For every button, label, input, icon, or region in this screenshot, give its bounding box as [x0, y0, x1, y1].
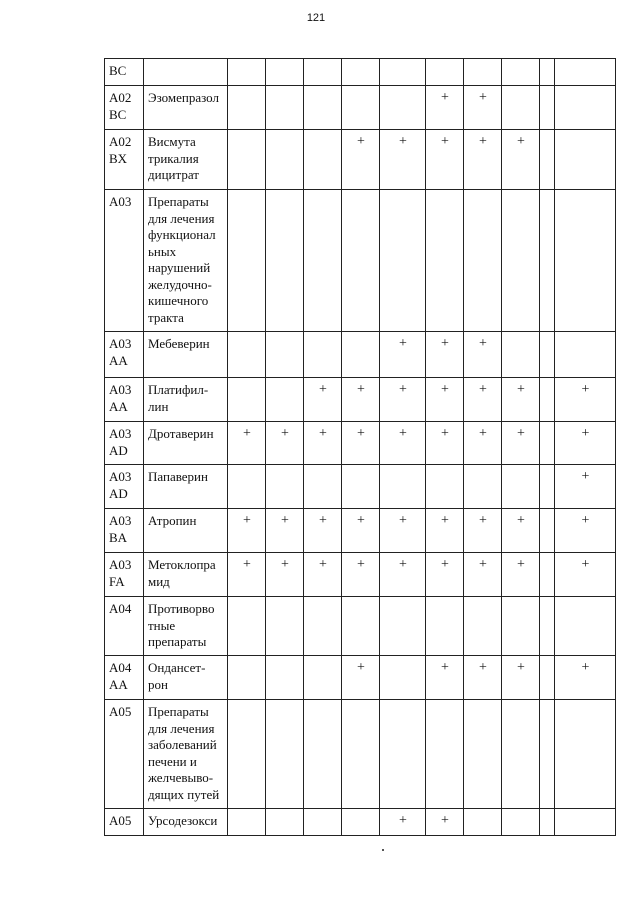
- mark-cell: +: [228, 422, 266, 465]
- mark-cell: [342, 465, 380, 509]
- mark-cell: [502, 700, 540, 809]
- table-row: [105, 130, 616, 190]
- mark-cell: [380, 656, 426, 700]
- mark-cell: [228, 130, 266, 190]
- drug-name-cell: Ондансет- рон: [144, 656, 228, 700]
- mark-cell: +: [380, 422, 426, 465]
- mark-cell: [464, 59, 502, 86]
- mark-cell: +: [555, 465, 616, 509]
- mark-cell: [464, 700, 502, 809]
- mark-cell: [502, 597, 540, 656]
- mark-cell: [266, 378, 304, 422]
- atc-code-cell: A05: [105, 809, 144, 836]
- mark-cell: +: [342, 130, 380, 190]
- mark-cell: +: [464, 378, 502, 422]
- mark-cell: [380, 700, 426, 809]
- mark-cell: [266, 597, 304, 656]
- mark-cell: +: [426, 130, 464, 190]
- mark-cell: +: [426, 422, 464, 465]
- mark-cell: [555, 130, 616, 190]
- mark-cell: [540, 656, 555, 700]
- mark-cell: [380, 190, 426, 332]
- mark-cell: [304, 332, 342, 378]
- mark-cell: [228, 59, 266, 86]
- table-row: [105, 378, 616, 422]
- mark-cell: +: [304, 509, 342, 553]
- mark-cell: [426, 190, 464, 332]
- mark-cell: [555, 59, 616, 86]
- drug-table: [104, 58, 616, 836]
- mark-cell: [266, 130, 304, 190]
- mark-cell: +: [464, 86, 502, 130]
- mark-cell: [304, 809, 342, 836]
- mark-cell: +: [502, 130, 540, 190]
- atc-code-cell: A02 BC: [105, 86, 144, 130]
- mark-cell: +: [502, 422, 540, 465]
- mark-cell: [228, 190, 266, 332]
- atc-code-cell: A03: [105, 190, 144, 332]
- mark-cell: [228, 378, 266, 422]
- drug-name-cell: Урсодезокси: [144, 809, 228, 836]
- mark-cell: +: [555, 656, 616, 700]
- mark-cell: [342, 597, 380, 656]
- drug-name-cell: Платифил- лин: [144, 378, 228, 422]
- mark-cell: [342, 700, 380, 809]
- mark-cell: [540, 59, 555, 86]
- atc-code-cell: A04 AA: [105, 656, 144, 700]
- mark-cell: +: [342, 509, 380, 553]
- mark-cell: [555, 809, 616, 836]
- mark-cell: +: [555, 509, 616, 553]
- mark-cell: +: [464, 332, 502, 378]
- mark-cell: [228, 809, 266, 836]
- mark-cell: [540, 553, 555, 597]
- table-row: [105, 700, 616, 809]
- mark-cell: [342, 59, 380, 86]
- table-row: [105, 86, 616, 130]
- scan-speck: [382, 849, 384, 851]
- mark-cell: [228, 597, 266, 656]
- mark-cell: [228, 656, 266, 700]
- atc-code-cell: A03 AD: [105, 465, 144, 509]
- mark-cell: +: [502, 553, 540, 597]
- mark-cell: [426, 700, 464, 809]
- mark-cell: [502, 809, 540, 836]
- table-body: [105, 59, 616, 836]
- mark-cell: [304, 59, 342, 86]
- mark-cell: [342, 190, 380, 332]
- mark-cell: +: [228, 553, 266, 597]
- mark-cell: +: [342, 656, 380, 700]
- mark-cell: [540, 509, 555, 553]
- mark-cell: [266, 59, 304, 86]
- mark-cell: [464, 465, 502, 509]
- mark-cell: [540, 422, 555, 465]
- page-number: 121: [306, 12, 326, 24]
- drug-name-cell: Атропин: [144, 509, 228, 553]
- drug-name-cell: [144, 59, 228, 86]
- mark-cell: [380, 465, 426, 509]
- mark-cell: [502, 465, 540, 509]
- mark-cell: [228, 700, 266, 809]
- mark-cell: +: [426, 656, 464, 700]
- mark-cell: [540, 190, 555, 332]
- atc-code-cell: A03 AD: [105, 422, 144, 465]
- mark-cell: [380, 86, 426, 130]
- mark-cell: +: [342, 553, 380, 597]
- mark-cell: [266, 465, 304, 509]
- drug-name-cell: Противорво тные препараты: [144, 597, 228, 656]
- table-row: [105, 809, 616, 836]
- table-row: [105, 656, 616, 700]
- mark-cell: [540, 700, 555, 809]
- mark-cell: +: [380, 378, 426, 422]
- drug-name-cell: Эзомепразол: [144, 86, 228, 130]
- table-row: [105, 509, 616, 553]
- mark-cell: [464, 190, 502, 332]
- mark-cell: [228, 86, 266, 130]
- mark-cell: [266, 190, 304, 332]
- mark-cell: [540, 332, 555, 378]
- table-row: [105, 332, 616, 378]
- mark-cell: [502, 86, 540, 130]
- mark-cell: +: [380, 130, 426, 190]
- atc-code-cell: BC: [105, 59, 144, 86]
- mark-cell: [464, 809, 502, 836]
- mark-cell: +: [426, 86, 464, 130]
- mark-cell: [266, 332, 304, 378]
- mark-cell: [266, 656, 304, 700]
- mark-cell: [555, 332, 616, 378]
- mark-cell: +: [380, 509, 426, 553]
- mark-cell: +: [555, 378, 616, 422]
- mark-cell: [342, 809, 380, 836]
- mark-cell: [304, 700, 342, 809]
- mark-cell: +: [426, 509, 464, 553]
- mark-cell: [304, 190, 342, 332]
- mark-cell: [555, 597, 616, 656]
- mark-cell: [304, 597, 342, 656]
- mark-cell: +: [342, 422, 380, 465]
- atc-code-cell: A03 AA: [105, 332, 144, 378]
- drug-name-cell: Дротаверин: [144, 422, 228, 465]
- table-row: [105, 553, 616, 597]
- mark-cell: [380, 597, 426, 656]
- mark-cell: [266, 86, 304, 130]
- mark-cell: +: [426, 332, 464, 378]
- drug-name-cell: Препараты для лечения функционал ьных нарушений желудочно- кишечного тракта: [144, 190, 228, 332]
- mark-cell: +: [502, 656, 540, 700]
- drug-name-cell: Висмута трикалия дицитрат: [144, 130, 228, 190]
- mark-cell: [342, 86, 380, 130]
- drug-name-cell: Папаверин: [144, 465, 228, 509]
- mark-cell: +: [426, 378, 464, 422]
- mark-cell: [426, 59, 464, 86]
- mark-cell: +: [555, 553, 616, 597]
- mark-cell: +: [266, 509, 304, 553]
- mark-cell: [426, 597, 464, 656]
- drug-name-cell: Метоклопра мид: [144, 553, 228, 597]
- mark-cell: +: [304, 553, 342, 597]
- mark-cell: [540, 465, 555, 509]
- mark-cell: [228, 332, 266, 378]
- mark-cell: +: [266, 422, 304, 465]
- atc-code-cell: A05: [105, 700, 144, 809]
- mark-cell: [555, 190, 616, 332]
- mark-cell: +: [304, 378, 342, 422]
- mark-cell: +: [502, 378, 540, 422]
- mark-cell: +: [502, 509, 540, 553]
- mark-cell: +: [464, 553, 502, 597]
- mark-cell: +: [464, 422, 502, 465]
- mark-cell: +: [464, 509, 502, 553]
- mark-cell: [464, 597, 502, 656]
- mark-cell: [540, 597, 555, 656]
- atc-code-cell: A03 BA: [105, 509, 144, 553]
- mark-cell: [228, 465, 266, 509]
- mark-cell: [266, 700, 304, 809]
- atc-code-cell: A04: [105, 597, 144, 656]
- drug-name-cell: Препараты для лечения заболеваний печени и желчевыво- дящих путей: [144, 700, 228, 809]
- mark-cell: [502, 59, 540, 86]
- mark-cell: +: [342, 378, 380, 422]
- mark-cell: +: [380, 553, 426, 597]
- table-row: [105, 190, 616, 332]
- mark-cell: [555, 86, 616, 130]
- mark-cell: [304, 465, 342, 509]
- table-row: [105, 422, 616, 465]
- atc-code-cell: A03 FA: [105, 553, 144, 597]
- mark-cell: +: [266, 553, 304, 597]
- atc-code-cell: A03 AA: [105, 378, 144, 422]
- table-row: [105, 465, 616, 509]
- mark-cell: [555, 700, 616, 809]
- mark-cell: [540, 809, 555, 836]
- mark-cell: [502, 332, 540, 378]
- atc-code-cell: A02 BX: [105, 130, 144, 190]
- mark-cell: +: [555, 422, 616, 465]
- mark-cell: +: [464, 130, 502, 190]
- drug-name-cell: Мебеверин: [144, 332, 228, 378]
- mark-cell: [540, 378, 555, 422]
- mark-cell: +: [426, 553, 464, 597]
- mark-cell: [502, 190, 540, 332]
- mark-cell: [266, 809, 304, 836]
- mark-cell: [540, 130, 555, 190]
- mark-cell: [304, 86, 342, 130]
- mark-cell: [304, 656, 342, 700]
- mark-cell: +: [426, 809, 464, 836]
- mark-cell: [304, 130, 342, 190]
- mark-cell: [426, 465, 464, 509]
- mark-cell: [380, 59, 426, 86]
- mark-cell: +: [228, 509, 266, 553]
- table-row: [105, 597, 616, 656]
- mark-cell: [540, 86, 555, 130]
- mark-cell: +: [464, 656, 502, 700]
- mark-cell: +: [304, 422, 342, 465]
- mark-cell: +: [380, 332, 426, 378]
- mark-cell: +: [380, 809, 426, 836]
- table-row: [105, 59, 616, 86]
- mark-cell: [342, 332, 380, 378]
